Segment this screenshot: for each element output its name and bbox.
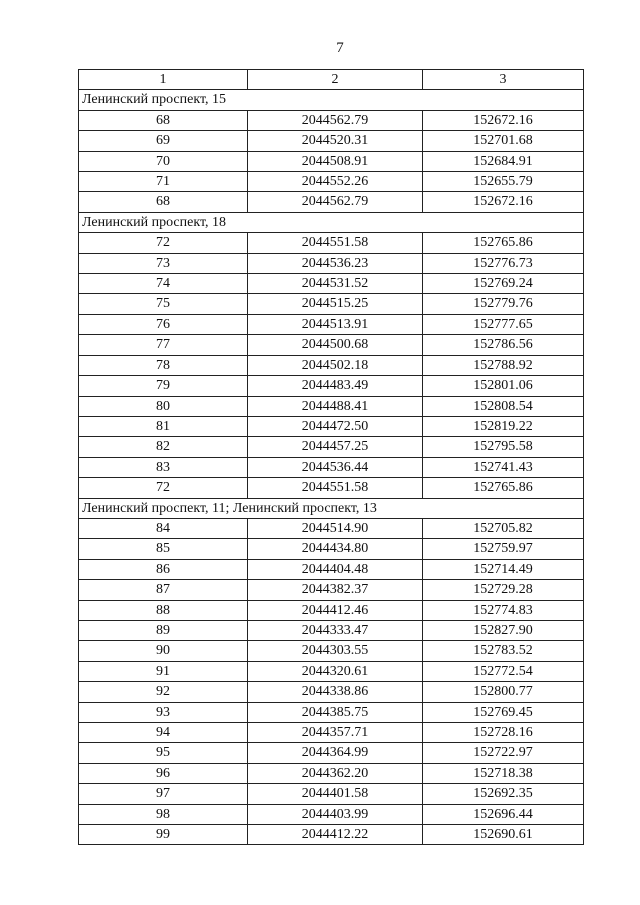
y-coordinate-cell: 152718.38	[423, 763, 584, 783]
x-coordinate-cell: 2044551.58	[248, 478, 423, 498]
y-coordinate-cell: 152692.35	[423, 784, 584, 804]
table-row	[79, 131, 584, 151]
x-coordinate-cell: 2044488.41	[248, 396, 423, 416]
y-coordinate-cell: 152779.76	[423, 294, 584, 314]
y-coordinate-cell: 152696.44	[423, 804, 584, 824]
y-coordinate-cell: 152827.90	[423, 620, 584, 640]
x-coordinate-cell: 2044404.48	[248, 559, 423, 579]
section-row	[79, 90, 584, 110]
point-number-cell: 79	[79, 376, 248, 396]
table-header-row	[79, 70, 584, 90]
y-coordinate-cell: 152684.91	[423, 151, 584, 171]
point-number-cell: 93	[79, 702, 248, 722]
column-header-2: 2	[248, 70, 423, 90]
y-coordinate-cell: 152769.24	[423, 274, 584, 294]
x-coordinate-cell: 2044562.79	[248, 192, 423, 212]
x-coordinate-cell: 2044483.49	[248, 376, 423, 396]
point-number-cell: 75	[79, 294, 248, 314]
point-number-cell: 71	[79, 172, 248, 192]
table-row	[79, 539, 584, 559]
y-coordinate-cell: 152801.06	[423, 376, 584, 396]
point-number-cell: 87	[79, 580, 248, 600]
table-row	[79, 376, 584, 396]
table-row	[79, 172, 584, 192]
point-number-cell: 95	[79, 743, 248, 763]
table-row	[79, 702, 584, 722]
point-number-cell: 68	[79, 110, 248, 130]
x-coordinate-cell: 2044536.23	[248, 253, 423, 273]
x-coordinate-cell: 2044303.55	[248, 641, 423, 661]
y-coordinate-cell: 152714.49	[423, 559, 584, 579]
point-number-cell: 70	[79, 151, 248, 171]
section-title: Ленинский проспект, 11; Ленинский проспект, 13	[79, 498, 584, 518]
x-coordinate-cell: 2044382.37	[248, 580, 423, 600]
x-coordinate-cell: 2044500.68	[248, 335, 423, 355]
point-number-cell: 85	[79, 539, 248, 559]
x-coordinate-cell: 2044320.61	[248, 661, 423, 681]
table-row	[79, 335, 584, 355]
y-coordinate-cell: 152729.28	[423, 580, 584, 600]
coordinates-table	[78, 69, 584, 845]
x-coordinate-cell: 2044403.99	[248, 804, 423, 824]
column-header-3: 3	[423, 70, 584, 90]
y-coordinate-cell: 152774.83	[423, 600, 584, 620]
y-coordinate-cell: 152765.86	[423, 478, 584, 498]
table-row	[79, 763, 584, 783]
y-coordinate-cell: 152776.73	[423, 253, 584, 273]
y-coordinate-cell: 152783.52	[423, 641, 584, 661]
table-row	[79, 396, 584, 416]
point-number-cell: 99	[79, 825, 248, 845]
x-coordinate-cell: 2044531.52	[248, 274, 423, 294]
table-row	[79, 620, 584, 640]
table-row	[79, 743, 584, 763]
table-row	[79, 600, 584, 620]
point-number-cell: 78	[79, 355, 248, 375]
point-number-cell: 97	[79, 784, 248, 804]
table-row	[79, 518, 584, 538]
y-coordinate-cell: 152690.61	[423, 825, 584, 845]
x-coordinate-cell: 2044536.44	[248, 457, 423, 477]
y-coordinate-cell: 152759.97	[423, 539, 584, 559]
table-row	[79, 355, 584, 375]
x-coordinate-cell: 2044515.25	[248, 294, 423, 314]
point-number-cell: 84	[79, 518, 248, 538]
y-coordinate-cell: 152800.77	[423, 682, 584, 702]
y-coordinate-cell: 152795.58	[423, 437, 584, 457]
x-coordinate-cell: 2044457.25	[248, 437, 423, 457]
table-row	[79, 825, 584, 845]
x-coordinate-cell: 2044514.90	[248, 518, 423, 538]
x-coordinate-cell: 2044412.46	[248, 600, 423, 620]
point-number-cell: 96	[79, 763, 248, 783]
y-coordinate-cell: 152741.43	[423, 457, 584, 477]
section-row	[79, 498, 584, 518]
table-row	[79, 723, 584, 743]
table-row	[79, 784, 584, 804]
x-coordinate-cell: 2044513.91	[248, 314, 423, 334]
point-number-cell: 91	[79, 661, 248, 681]
table-row	[79, 641, 584, 661]
point-number-cell: 76	[79, 314, 248, 334]
table-row	[79, 559, 584, 579]
y-coordinate-cell: 152808.54	[423, 396, 584, 416]
table-row	[79, 274, 584, 294]
x-coordinate-cell: 2044338.86	[248, 682, 423, 702]
table-row	[79, 151, 584, 171]
point-number-cell: 72	[79, 478, 248, 498]
point-number-cell: 88	[79, 600, 248, 620]
y-coordinate-cell: 152788.92	[423, 355, 584, 375]
x-coordinate-cell: 2044401.58	[248, 784, 423, 804]
point-number-cell: 90	[79, 641, 248, 661]
table-row	[79, 580, 584, 600]
point-number-cell: 81	[79, 416, 248, 436]
point-number-cell: 74	[79, 274, 248, 294]
section-row	[79, 212, 584, 232]
table-row	[79, 314, 584, 334]
table-row	[79, 478, 584, 498]
y-coordinate-cell: 152672.16	[423, 192, 584, 212]
x-coordinate-cell: 2044502.18	[248, 355, 423, 375]
point-number-cell: 86	[79, 559, 248, 579]
table-row	[79, 682, 584, 702]
table-row	[79, 192, 584, 212]
section-title: Ленинский проспект, 18	[79, 212, 584, 232]
x-coordinate-cell: 2044364.99	[248, 743, 423, 763]
y-coordinate-cell: 152769.45	[423, 702, 584, 722]
point-number-cell: 68	[79, 192, 248, 212]
section-title: Ленинский проспект, 15	[79, 90, 584, 110]
point-number-cell: 80	[79, 396, 248, 416]
point-number-cell: 98	[79, 804, 248, 824]
point-number-cell: 82	[79, 437, 248, 457]
y-coordinate-cell: 152705.82	[423, 518, 584, 538]
x-coordinate-cell: 2044357.71	[248, 723, 423, 743]
table-row	[79, 110, 584, 130]
table-row	[79, 457, 584, 477]
table-row	[79, 416, 584, 436]
x-coordinate-cell: 2044508.91	[248, 151, 423, 171]
y-coordinate-cell: 152728.16	[423, 723, 584, 743]
x-coordinate-cell: 2044385.75	[248, 702, 423, 722]
point-number-cell: 77	[79, 335, 248, 355]
table-row	[79, 294, 584, 314]
y-coordinate-cell: 152772.54	[423, 661, 584, 681]
x-coordinate-cell: 2044520.31	[248, 131, 423, 151]
y-coordinate-cell: 152701.68	[423, 131, 584, 151]
page-number: 7	[336, 40, 344, 56]
table-row	[79, 804, 584, 824]
x-coordinate-cell: 2044551.58	[248, 233, 423, 253]
x-coordinate-cell: 2044333.47	[248, 620, 423, 640]
y-coordinate-cell: 152819.22	[423, 416, 584, 436]
x-coordinate-cell: 2044472.50	[248, 416, 423, 436]
y-coordinate-cell: 152777.65	[423, 314, 584, 334]
y-coordinate-cell: 152765.86	[423, 233, 584, 253]
x-coordinate-cell: 2044412.22	[248, 825, 423, 845]
table-row	[79, 437, 584, 457]
column-header-1: 1	[79, 70, 248, 90]
point-number-cell: 94	[79, 723, 248, 743]
table-row	[79, 661, 584, 681]
x-coordinate-cell: 2044552.26	[248, 172, 423, 192]
x-coordinate-cell: 2044362.20	[248, 763, 423, 783]
point-number-cell: 73	[79, 253, 248, 273]
y-coordinate-cell: 152722.97	[423, 743, 584, 763]
y-coordinate-cell: 152786.56	[423, 335, 584, 355]
y-coordinate-cell: 152655.79	[423, 172, 584, 192]
point-number-cell: 69	[79, 131, 248, 151]
x-coordinate-cell: 2044434.80	[248, 539, 423, 559]
point-number-cell: 83	[79, 457, 248, 477]
point-number-cell: 89	[79, 620, 248, 640]
point-number-cell: 92	[79, 682, 248, 702]
y-coordinate-cell: 152672.16	[423, 110, 584, 130]
x-coordinate-cell: 2044562.79	[248, 110, 423, 130]
point-number-cell: 72	[79, 233, 248, 253]
table-row	[79, 233, 584, 253]
table-row	[79, 253, 584, 273]
